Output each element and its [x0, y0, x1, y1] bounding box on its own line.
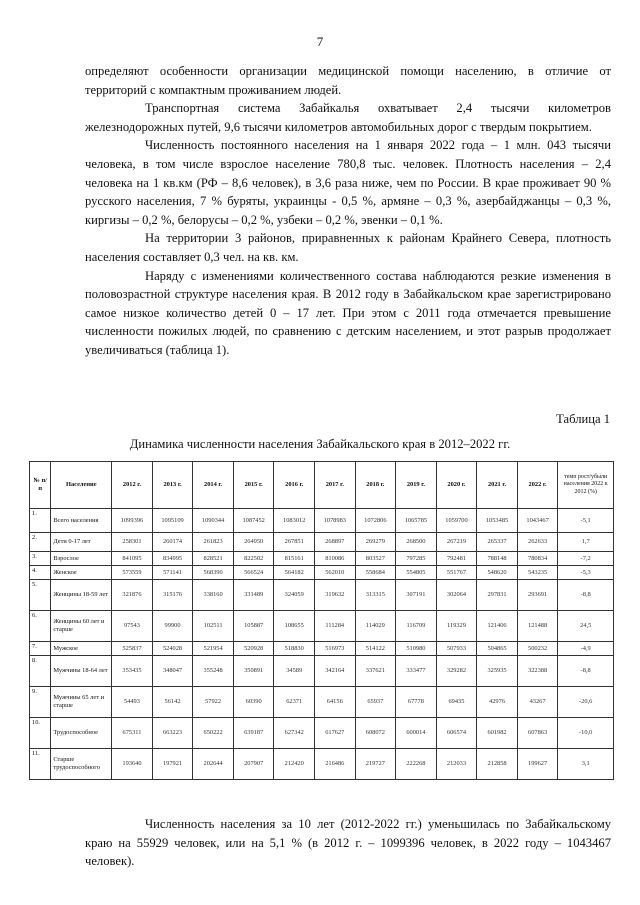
cell-value: 321876 [112, 580, 153, 611]
cell-value: 1043467 [517, 509, 558, 533]
cell-value: 543235 [517, 566, 558, 580]
cell-value: 260174 [152, 533, 193, 552]
header-rate: темп рост/убыли населения 2022 к 2012 (%) [558, 462, 614, 509]
closing-text [85, 815, 611, 871]
cell-value: 1065785 [396, 509, 437, 533]
cell-value: 56142 [152, 687, 193, 718]
cell-value: 606574 [436, 718, 477, 749]
cell-value: 268897 [315, 533, 356, 552]
cell-value: 797285 [396, 552, 437, 566]
cell-value: 355248 [193, 656, 234, 687]
cell-value: 199627 [517, 749, 558, 780]
row-number: 10. [30, 718, 51, 749]
cell-rate: 3,1 [558, 749, 614, 780]
cell-value: 329282 [436, 656, 477, 687]
cell-value: 608072 [355, 718, 396, 749]
cell-value: 520928 [233, 642, 274, 656]
cell-value: 197921 [152, 749, 193, 780]
table-row [30, 749, 614, 780]
cell-value: 297831 [477, 580, 518, 611]
cell-rate: -7,2 [558, 552, 614, 566]
table-row [30, 580, 614, 611]
cell-value: 105887 [233, 611, 274, 642]
row-number: 4. [30, 566, 51, 580]
row-label: Женское [51, 566, 112, 580]
body-text [85, 62, 611, 360]
row-label: Мужчины 65 лет и старше [51, 687, 112, 718]
cell-value: 69435 [436, 687, 477, 718]
cell-value: 331489 [233, 580, 274, 611]
table-row [30, 687, 614, 718]
cell-value: 212420 [274, 749, 315, 780]
cell-value: 1072806 [355, 509, 396, 533]
cell-value: 207907 [233, 749, 274, 780]
cell-value: 822502 [233, 552, 274, 566]
cell-value: 627342 [274, 718, 315, 749]
cell-value: 551767 [436, 566, 477, 580]
cell-value: 325935 [477, 656, 518, 687]
cell-value: 803527 [355, 552, 396, 566]
cell-rate: -4,9 [558, 642, 614, 656]
header-year: 2016 г. [274, 462, 315, 509]
paragraph-north: На территории 3 районов, приравненных к районам Крайнего Севера, плотность населения составляет 0,3 чел. на кв. км. [85, 231, 611, 264]
paragraph-decline: Численность населения за 10 лет (2012-2022 гг.) уменьшилась по Забайкальскому краю на 55929 человек, или на 5,1 % (в 2012 г. – 1099396 человек, в 2022 году – 1043467 человек). [85, 817, 611, 869]
cell-value: 258301 [112, 533, 153, 552]
row-label: Женщины 18-59 лет [51, 580, 112, 611]
row-label: Женщины 60 лет и старше [51, 611, 112, 642]
cell-value: 219727 [355, 749, 396, 780]
table-header-row [30, 462, 614, 509]
cell-value: 265337 [477, 533, 518, 552]
cell-value: 1095109 [152, 509, 193, 533]
cell-value: 264950 [233, 533, 274, 552]
cell-value: 601982 [477, 718, 518, 749]
cell-value: 99900 [152, 611, 193, 642]
cell-value: 810086 [315, 552, 356, 566]
cell-value: 43267 [517, 687, 558, 718]
cell-value: 193640 [112, 749, 153, 780]
cell-value: 268500 [396, 533, 437, 552]
cell-value: 510980 [396, 642, 437, 656]
cell-value: 1059700 [436, 509, 477, 533]
cell-value: 34589 [274, 656, 315, 687]
paragraph-transport: Транспортная система Забайкалья охватывает 2,4 тысячи километров железнодорожных путей, 9,6 тысячи километров автомобильных дорог с твердым покрытием. [85, 101, 611, 134]
table-row [30, 718, 614, 749]
table-row [30, 533, 614, 552]
row-number: 1. [30, 509, 51, 533]
table-row [30, 552, 614, 566]
cell-value: 663223 [152, 718, 193, 749]
row-label: Старше трудоспособного [51, 749, 112, 780]
cell-value: 62371 [274, 687, 315, 718]
cell-value: 262633 [517, 533, 558, 552]
cell-value: 97543 [112, 611, 153, 642]
cell-value: 353435 [112, 656, 153, 687]
cell-value: 64156 [315, 687, 356, 718]
cell-value: 524028 [152, 642, 193, 656]
cell-value: 116709 [396, 611, 437, 642]
cell-rate: -20,6 [558, 687, 614, 718]
cell-value: 202644 [193, 749, 234, 780]
paragraph-population: Численность постоянного населения на 1 января 2022 года – 1 млн. 043 тысячи человека, в том числе взрослое население 780,8 тыс. человек. Плотность населения – 2,4 человека на 1 кв.км (РФ – 8,6 человек), в 3,6 раза ниже, чем по России. В крае проживает 90 % русского населения, 7 % буряты, украинцы - 0,5 %, армяне – 0,3 %, азербайджанцы – 0,3 %, киргизы – 0,2 %, белорусы – 0,2 %, узбеки – 0,2 %, эвенки – 0,1 %. [85, 138, 611, 227]
cell-value: 558684 [355, 566, 396, 580]
cell-value: 792481 [436, 552, 477, 566]
cell-value: 267851 [274, 533, 315, 552]
cell-value: 514122 [355, 642, 396, 656]
cell-value: 617627 [315, 718, 356, 749]
row-label: Дети 0-17 лет [51, 533, 112, 552]
cell-value: 571141 [152, 566, 193, 580]
cell-value: 815161 [274, 552, 315, 566]
cell-value: 313315 [355, 580, 396, 611]
header-year: 2020 г. [436, 462, 477, 509]
cell-value: 675311 [112, 718, 153, 749]
cell-value: 518830 [274, 642, 315, 656]
cell-value: 1078983 [315, 509, 356, 533]
header-year: 2018 г. [355, 462, 396, 509]
cell-rate: -5,1 [558, 509, 614, 533]
header-year: 2012 г. [112, 462, 153, 509]
header-num: № п/ п [30, 462, 51, 509]
cell-value: 261823 [193, 533, 234, 552]
cell-value: 212033 [436, 749, 477, 780]
cell-value: 568390 [193, 566, 234, 580]
table-row [30, 566, 614, 580]
cell-value: 302064 [436, 580, 477, 611]
population-table [29, 461, 614, 780]
row-number: 7. [30, 642, 51, 656]
cell-value: 1090344 [193, 509, 234, 533]
cell-rate: -8,8 [558, 656, 614, 687]
cell-value: 54493 [112, 687, 153, 718]
header-year: 2019 г. [396, 462, 437, 509]
cell-value: 269279 [355, 533, 396, 552]
cell-value: 1087452 [233, 509, 274, 533]
cell-value: 212858 [477, 749, 518, 780]
cell-value: 780834 [517, 552, 558, 566]
cell-value: 307191 [396, 580, 437, 611]
cell-rate: -8,8 [558, 580, 614, 611]
cell-value: 216486 [315, 749, 356, 780]
cell-value: 60390 [233, 687, 274, 718]
cell-value: 293691 [517, 580, 558, 611]
cell-value: 319632 [315, 580, 356, 611]
cell-value: 834995 [152, 552, 193, 566]
cell-rate: -10,0 [558, 718, 614, 749]
cell-value: 267219 [436, 533, 477, 552]
cell-value: 507933 [436, 642, 477, 656]
cell-value: 337621 [355, 656, 396, 687]
cell-value: 350891 [233, 656, 274, 687]
cell-value: 600014 [396, 718, 437, 749]
cell-value: 324059 [274, 580, 315, 611]
cell-value: 1083012 [274, 509, 315, 533]
cell-value: 121406 [477, 611, 518, 642]
row-label: Взрослое [51, 552, 112, 566]
header-year: 2022 г. [517, 462, 558, 509]
cell-value: 639187 [233, 718, 274, 749]
table-row [30, 611, 614, 642]
row-label: Трудоспособное [51, 718, 112, 749]
cell-value: 333477 [396, 656, 437, 687]
cell-value: 504865 [477, 642, 518, 656]
header-year: 2013 г. [152, 462, 193, 509]
cell-value: 521954 [193, 642, 234, 656]
cell-value: 67778 [396, 687, 437, 718]
table-row [30, 656, 614, 687]
cell-value: 828521 [193, 552, 234, 566]
cell-value: 788148 [477, 552, 518, 566]
cell-value: 342164 [315, 656, 356, 687]
cell-value: 554805 [396, 566, 437, 580]
cell-value: 573559 [112, 566, 153, 580]
cell-value: 102511 [193, 611, 234, 642]
cell-value: 114029 [355, 611, 396, 642]
paragraph-continuation: определяют особенности организации медицинской помощи населению, в отличие от территорий с компактным проживанием людей. [85, 64, 611, 97]
table-label: Таблица 1 [556, 412, 610, 426]
cell-value: 525837 [112, 642, 153, 656]
cell-value: 57922 [193, 687, 234, 718]
row-number: 5. [30, 580, 51, 611]
header-name: Население [51, 462, 112, 509]
row-label: Мужское [51, 642, 112, 656]
cell-value: 1053485 [477, 509, 518, 533]
cell-value: 516973 [315, 642, 356, 656]
cell-rate: -5,3 [558, 566, 614, 580]
cell-value: 111284 [315, 611, 356, 642]
row-label: Всего населения [51, 509, 112, 533]
cell-rate: 1,7 [558, 533, 614, 552]
cell-value: 315176 [152, 580, 193, 611]
page-number: 7 [316, 34, 324, 49]
header-year: 2021 г. [477, 462, 518, 509]
row-number: 6. [30, 611, 51, 642]
table-row [30, 509, 614, 533]
cell-value: 500232 [517, 642, 558, 656]
header-year: 2017 г. [315, 462, 356, 509]
header-year: 2014 г. [193, 462, 234, 509]
cell-value: 65937 [355, 687, 396, 718]
cell-value: 841095 [112, 552, 153, 566]
cell-value: 566524 [233, 566, 274, 580]
cell-value: 650222 [193, 718, 234, 749]
cell-value: 108655 [274, 611, 315, 642]
cell-value: 42976 [477, 687, 518, 718]
row-number: 11. [30, 749, 51, 780]
cell-value: 121488 [517, 611, 558, 642]
cell-value: 607863 [517, 718, 558, 749]
cell-value: 338160 [193, 580, 234, 611]
row-number: 9. [30, 687, 51, 718]
paragraph-structure: Наряду с изменениями количественного состава наблюдаются резкие изменения в половозрастной структуре населения края. В 2012 году в Забайкальском крае зарегистрировано самое низкое количество детей 0 – 17 лет. При этом с 2011 года отмечается превышение численности пожилых людей, по сравнению с детским населением, и этот разрыв продолжает увеличиваться (таблица 1). [85, 268, 611, 357]
cell-value: 548620 [477, 566, 518, 580]
row-number: 2. [30, 533, 51, 552]
table-row [30, 642, 614, 656]
cell-value: 1099396 [112, 509, 153, 533]
cell-value: 222268 [396, 749, 437, 780]
cell-rate: 24,5 [558, 611, 614, 642]
cell-value: 322388 [517, 656, 558, 687]
cell-value: 119329 [436, 611, 477, 642]
cell-value: 562010 [315, 566, 356, 580]
header-year: 2015 г. [233, 462, 274, 509]
row-number: 3. [30, 552, 51, 566]
cell-value: 348047 [152, 656, 193, 687]
cell-value: 564182 [274, 566, 315, 580]
row-label: Мужчины 18-64 лет [51, 656, 112, 687]
table-title: Динамика численности населения Забайкальского края в 2012–2022 гг. [129, 437, 511, 451]
row-number: 8. [30, 656, 51, 687]
